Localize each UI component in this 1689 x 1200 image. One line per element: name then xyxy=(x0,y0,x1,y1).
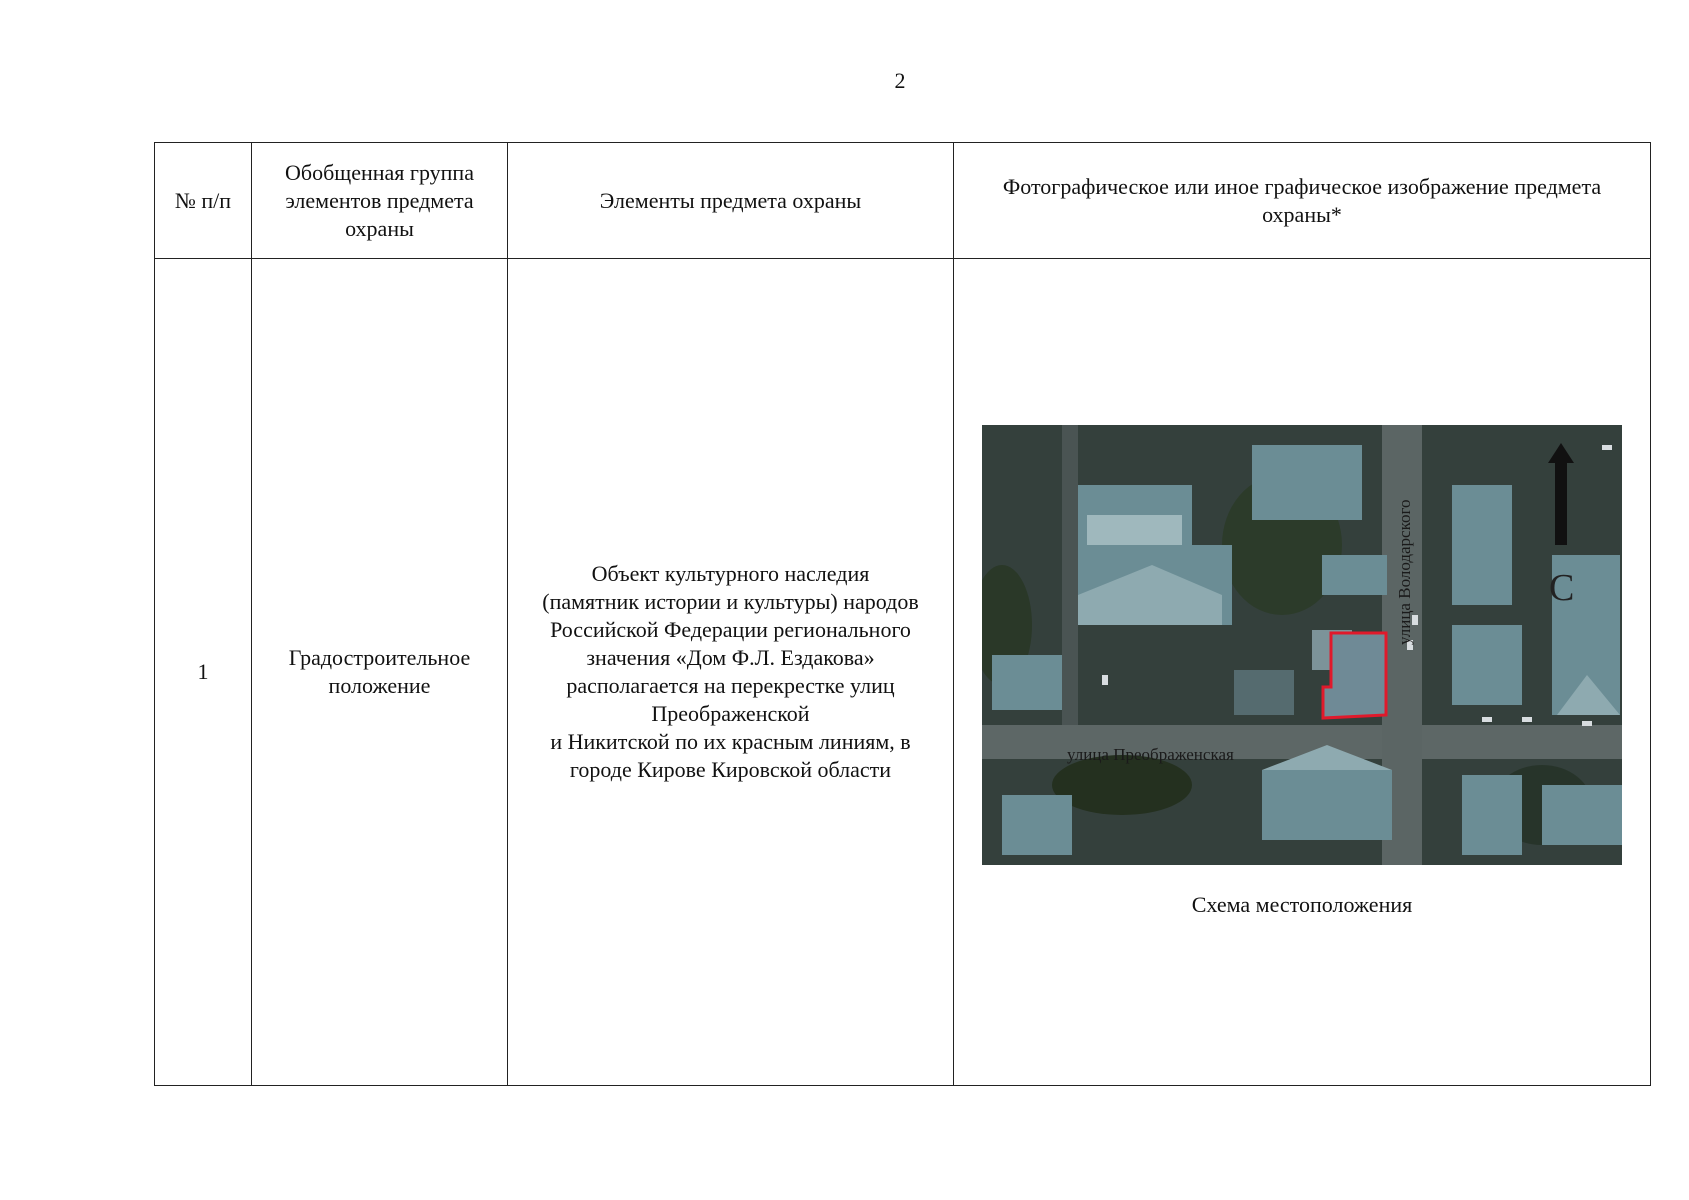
building xyxy=(1452,485,1512,605)
street-label-vertical: улица Володарского xyxy=(1395,499,1414,645)
row-number: 1 xyxy=(155,259,252,1086)
building xyxy=(1262,770,1392,840)
building xyxy=(1462,775,1522,855)
north-arrow xyxy=(1555,460,1567,545)
page-number: 2 xyxy=(894,68,906,93)
table-header-row xyxy=(155,143,1651,259)
building xyxy=(1322,555,1387,595)
table-row xyxy=(155,259,1651,1086)
row-elements: Объект культурного наследия (памятник истории и культуры) народов Российской Федерации регионального значения «Дом Ф.Л. Ездакова» располагается на перекрестке улиц Преображенской и Никитской по их красным линиям, в городе Кирове Кировской области xyxy=(508,259,954,1086)
row-group: Градостроительное положение xyxy=(252,259,508,1086)
building xyxy=(1252,445,1362,520)
header-group: Обобщенная группа элементов предмета охраны xyxy=(252,143,508,259)
highlighted-object xyxy=(1323,633,1386,718)
header-number: № п/п xyxy=(155,143,252,259)
map-caption: Схема местоположения xyxy=(1191,892,1413,917)
location-map xyxy=(982,425,1622,865)
header-elements: Элементы предмета охраны xyxy=(508,143,954,259)
aerial-map-svg xyxy=(982,425,1622,865)
building xyxy=(1452,625,1522,705)
building xyxy=(992,655,1062,710)
street-label-horizontal: улица Преображенская xyxy=(1067,745,1234,764)
protection-table xyxy=(154,142,1651,1086)
north-letter: С xyxy=(1549,567,1575,609)
header-image: Фотографическое или иное графическое изображение предмета охраны* xyxy=(954,143,1651,259)
building xyxy=(1542,785,1622,845)
row-image-cell xyxy=(954,259,1651,1086)
